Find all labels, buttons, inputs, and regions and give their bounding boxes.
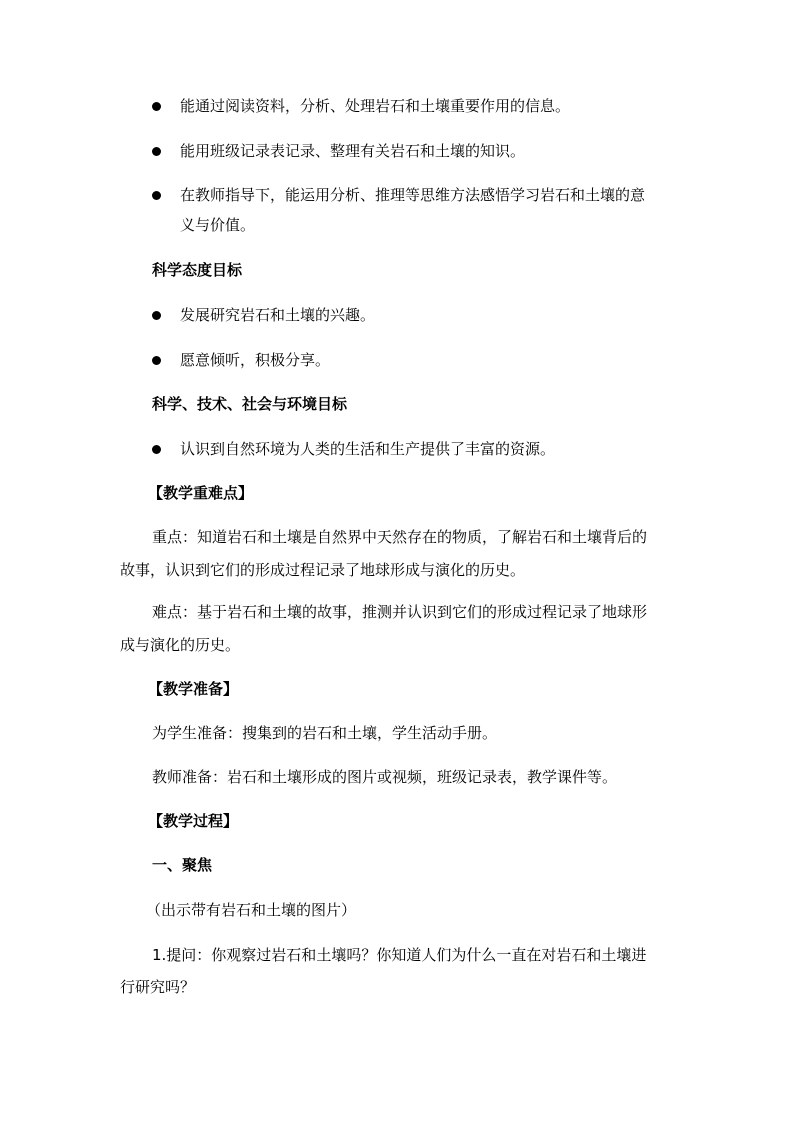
question-1-line-1: 1.提问：你观察过岩石和土壤吗？你知道人们为什么一直在对岩石和土壤进 <box>152 946 647 964</box>
focus-text-line-2: 故事，认识到它们的形成过程记录了地球形成与演化的历史。 <box>120 561 526 579</box>
bullet-icon <box>152 147 161 156</box>
attitude-heading: 科学态度目标 <box>152 261 243 279</box>
stse-heading: 科学、技术、社会与环境目标 <box>152 395 348 413</box>
difficulty-text-line-1: 难点：基于岩石和土壤的故事，推测并认识到它们的形成过程记录了地球形 <box>152 603 648 621</box>
bullet-icon <box>152 102 161 111</box>
bullet-icon <box>152 311 161 320</box>
focus-text-line-1: 重点：知道岩石和土壤是自然界中天然存在的物质，了解岩石和土壤背后的 <box>152 528 648 546</box>
teacher-preparation: 教师准备：岩石和土壤形成的图片或视频，班级记录表，教学课件等。 <box>152 768 618 786</box>
attitude-bullet-1: 发展研究岩石和土壤的兴趣。 <box>180 306 376 324</box>
question-1-line-2: 行研究吗？ <box>120 978 196 996</box>
bullet-icon <box>152 445 161 454</box>
skill-bullet-2: 能用班级记录表记录、整理有关岩石和土壤的知识。 <box>180 142 526 160</box>
attitude-bullet-2: 愿意倾听，积极分享。 <box>180 351 331 369</box>
stse-bullet-1: 认识到自然环境为人类的生活和生产提供了丰富的资源。 <box>180 440 556 458</box>
skill-bullet-1: 能通过阅读资料，分析、处理岩石和土壤重要作用的信息。 <box>180 97 571 115</box>
bullet-icon <box>152 191 161 200</box>
skill-bullet-3-continuation: 义与价值。 <box>180 216 256 234</box>
bullet-icon <box>152 356 161 365</box>
difficulty-text-line-2: 成与演化的历史。 <box>120 636 241 654</box>
skill-bullet-3: 在教师指导下，能运用分析、推理等思维方法感悟学习岩石和土壤的意 <box>180 186 646 204</box>
key-points-heading: 【教学重难点】 <box>148 484 254 502</box>
preparation-heading: 【教学准备】 <box>148 680 239 698</box>
student-preparation: 为学生准备：搜集到的岩石和土壤，学生活动手册。 <box>152 724 498 742</box>
show-pictures-note: （出示带有岩石和土壤的图片） <box>146 901 357 919</box>
section-focus-heading: 一、聚焦 <box>152 856 213 874</box>
process-heading: 【教学过程】 <box>148 812 239 830</box>
